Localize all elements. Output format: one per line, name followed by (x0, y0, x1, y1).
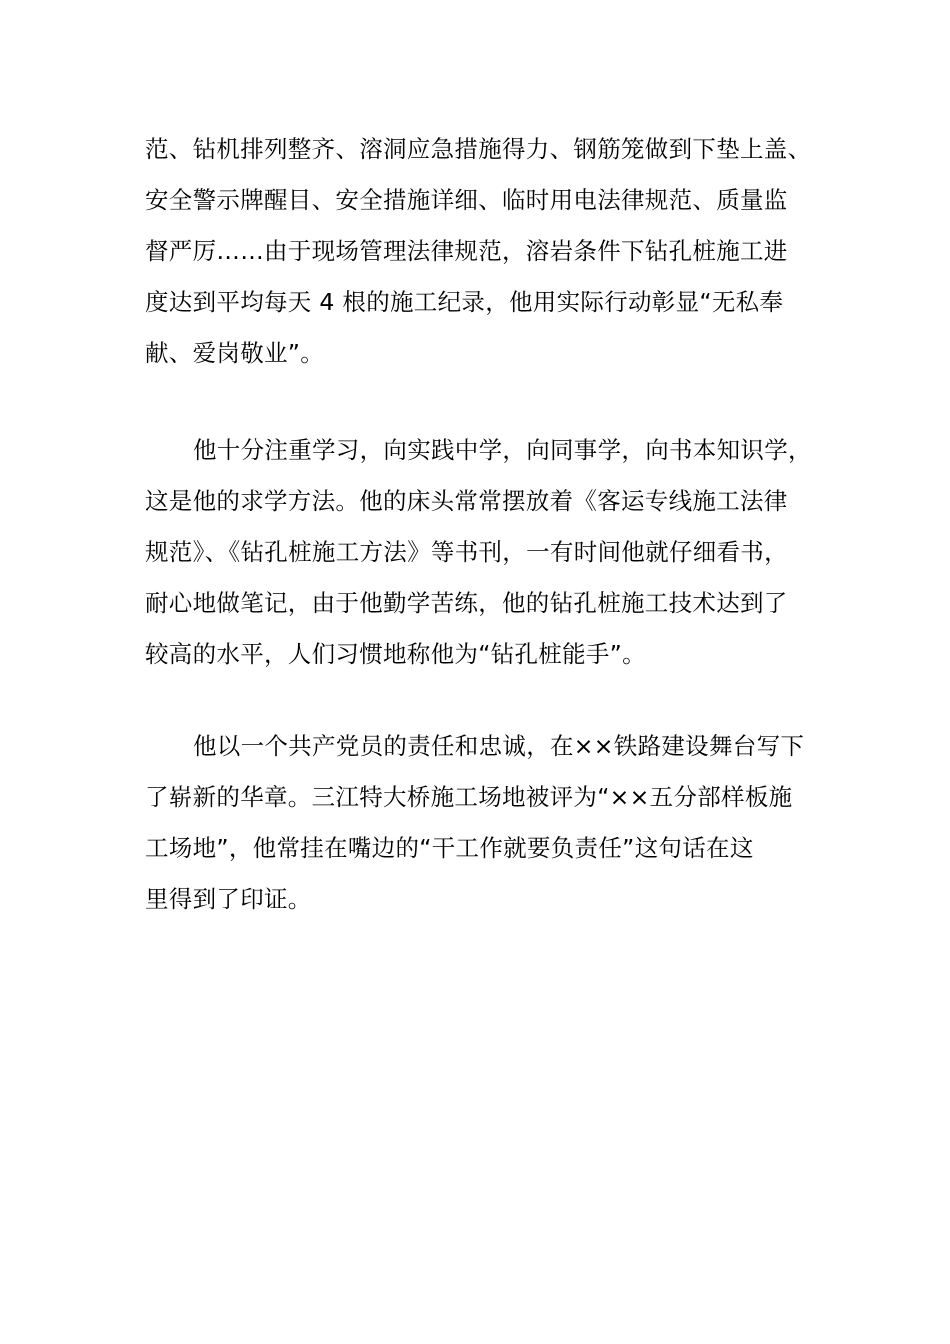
paragraph-1 (145, 124, 835, 379)
text-line: 这是他的求学方法。他的床头常常摆放着《客运专线施工法律 (145, 487, 788, 515)
paragraph-3 (145, 721, 835, 925)
text-line: 较高的水平，人们习惯地称他为“钻孔桩能手”。 (145, 640, 646, 668)
text-line: 了崭新的华章。三江特大桥施工场地被评为“××五分部样板施 (145, 783, 793, 811)
text-line: 工场地”，他常挂在嘴边的“干工作就要负责任”这句话在这 (145, 834, 754, 862)
text-line: 督严厉……由于现场管理法律规范，溶岩条件下钻孔桩施工进 (145, 237, 788, 265)
text-line: 范、钻机排列整齐、溶洞应急措施得力、钢筋笼做到下垫上盖、 (145, 135, 812, 163)
text-line: 献、爱岗敬业”。 (145, 339, 325, 367)
text-line: 规范》、《钻孔桩施工方法》等书刊，一有时间他就仔细看书， (145, 538, 788, 566)
text-line: 耐心地做笔记，由于他勤学苦练，他的钻孔桩施工技术达到了 (145, 589, 788, 617)
text-line: 他以一个共产党员的责任和忠诚，在××铁路建设舞台写下 (193, 732, 805, 760)
paragraph-2 (145, 425, 835, 680)
text-line: 里得到了印证。 (145, 885, 312, 913)
text-line: 度达到平均每天 4 根的施工纪录，他用实际行动彰显“无私奉 (145, 288, 784, 316)
text-line: 安全警示牌醒目、安全措施详细、临时用电法律规范、质量监 (145, 186, 788, 214)
text-line: 他十分注重学习，向实践中学，向同事学，向书本知识学， (193, 436, 812, 464)
